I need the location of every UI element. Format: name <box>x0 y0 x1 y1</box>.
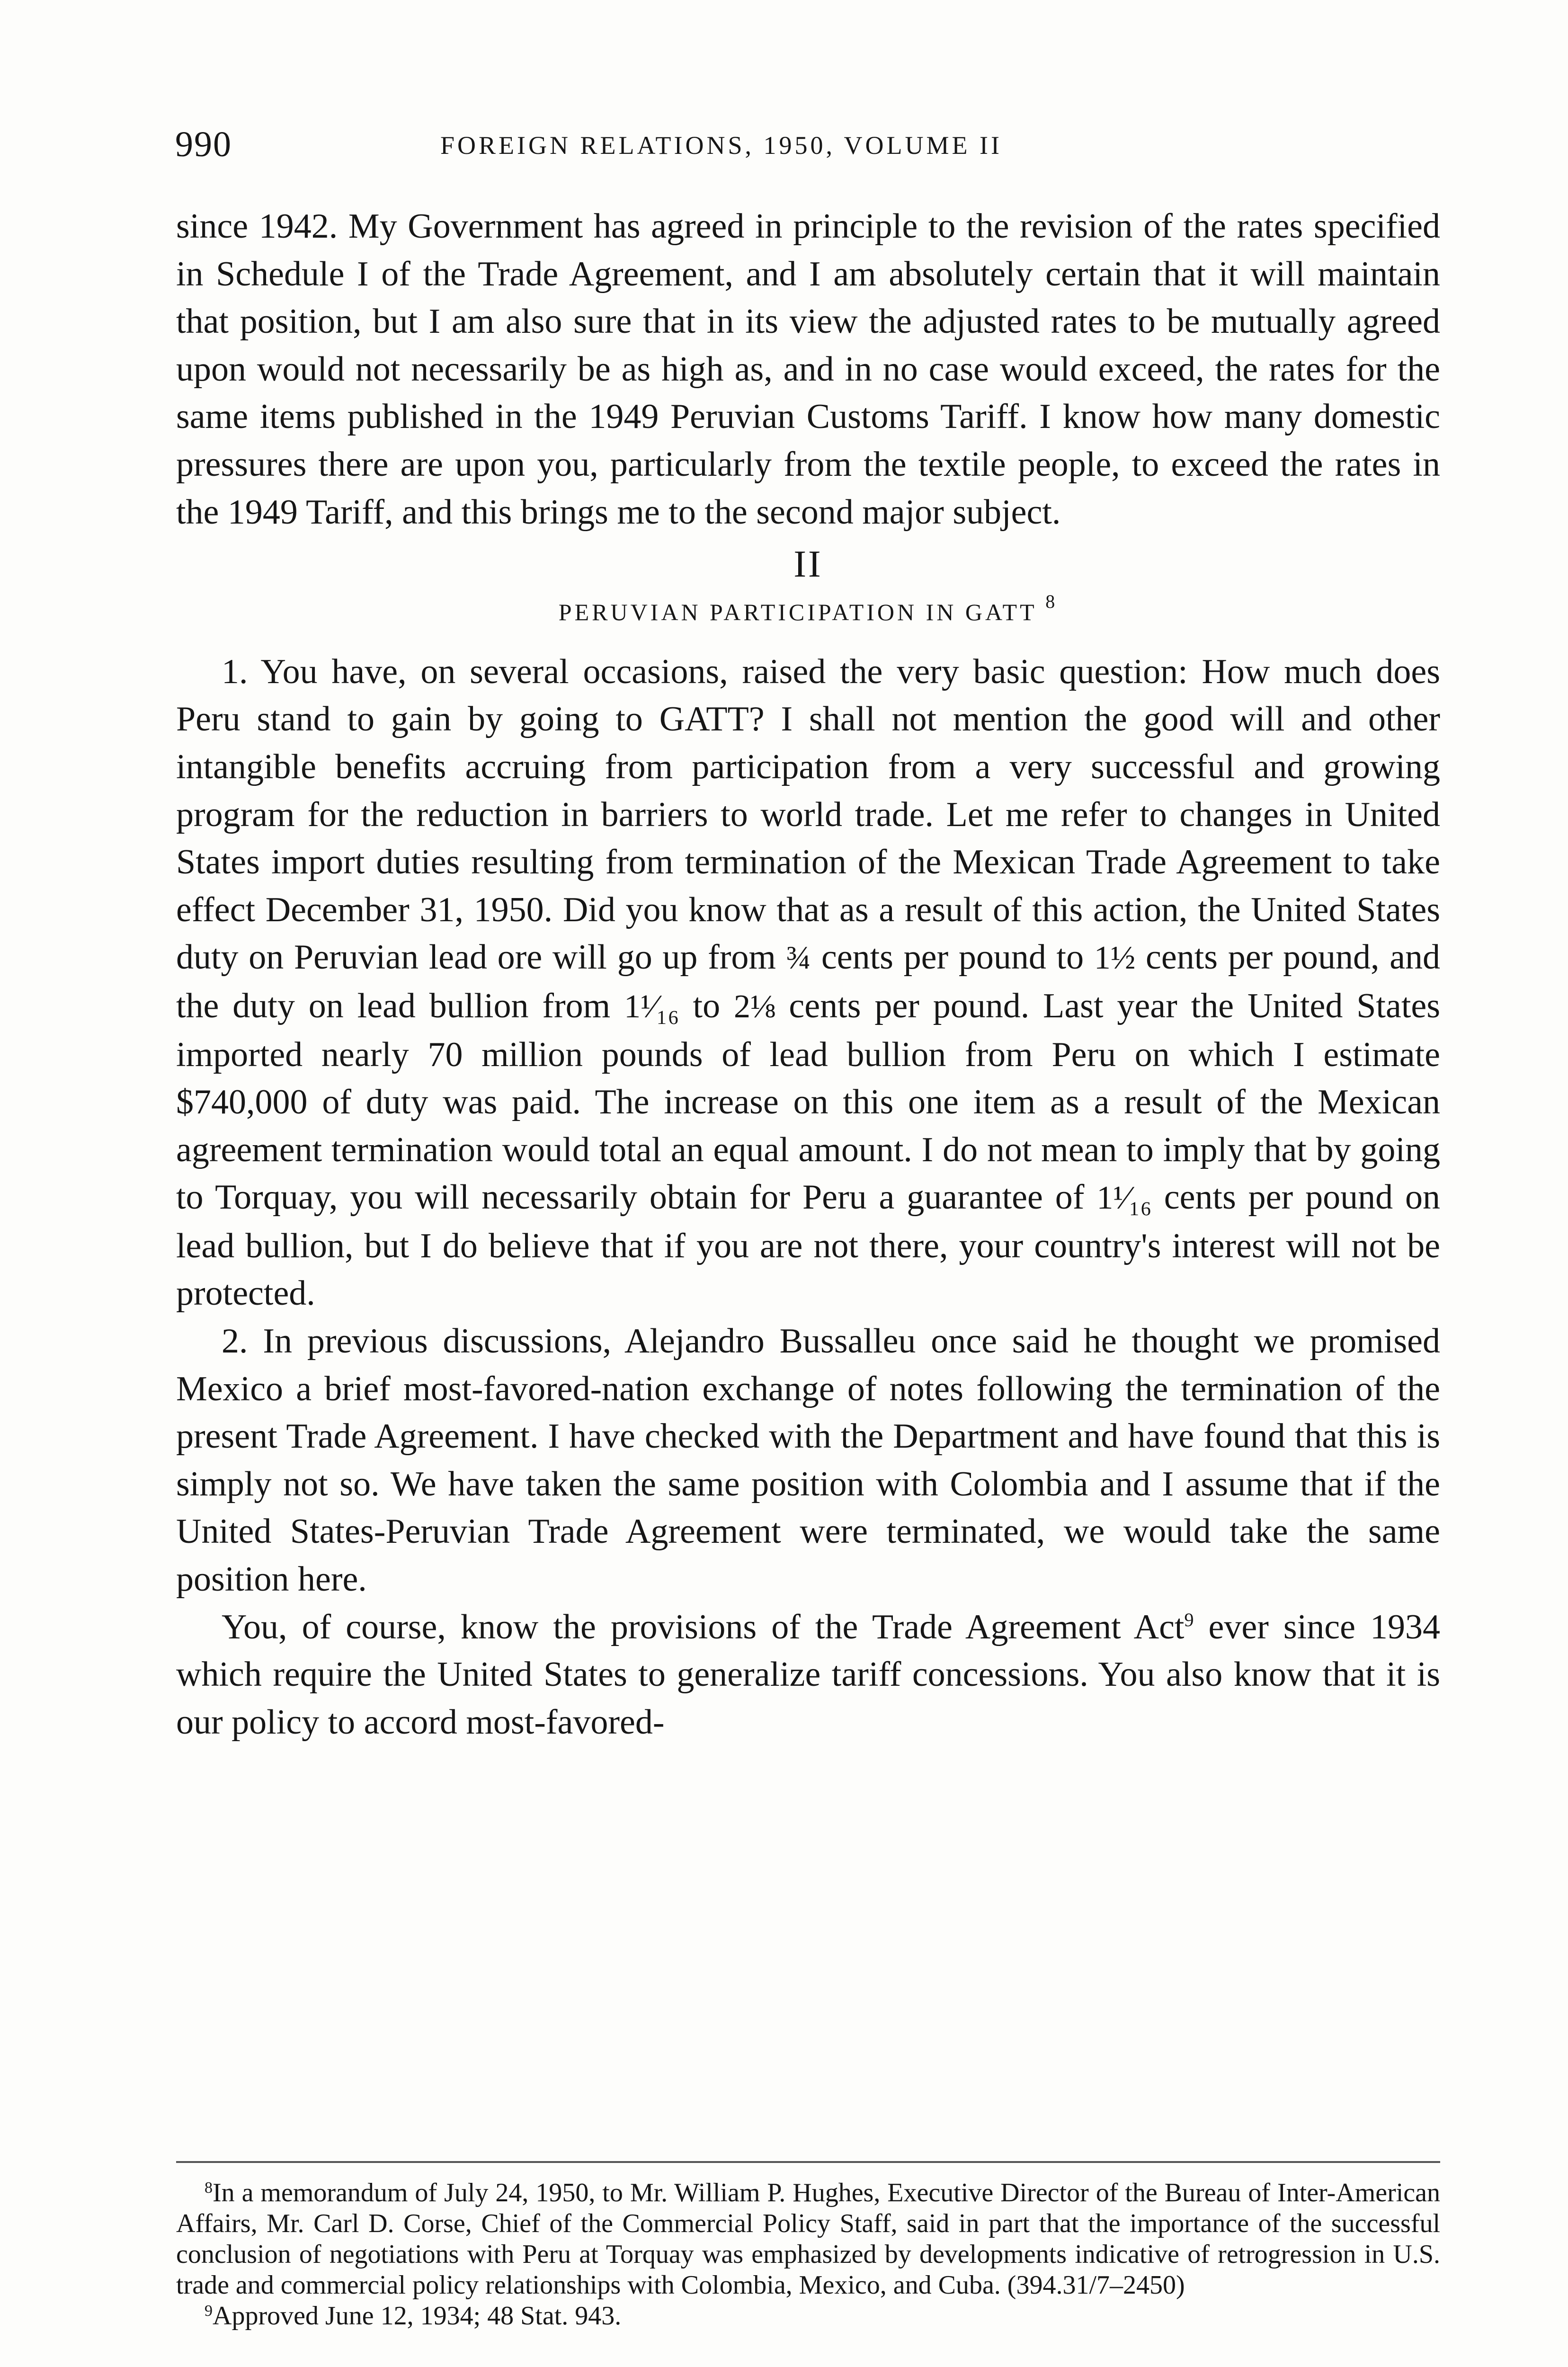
footnote-9 <box>176 2301 1440 2331</box>
fraction-two-and-one-eighth: 2⅛ <box>734 988 775 1025</box>
footnote-ref-9: 9 <box>1184 1609 1194 1630</box>
paragraph-2-part-d: to <box>693 986 721 1025</box>
page-number: 990 <box>175 125 232 164</box>
footnote-8-mark: 8 <box>205 2179 213 2197</box>
footnote-ref-8: 8 <box>1045 590 1058 612</box>
fraction-one-and-one-sixteenth: 1¹⁄₁₆ <box>624 988 679 1025</box>
paragraph-gatt-gain <box>176 648 1440 1317</box>
body-text <box>176 203 1440 1746</box>
footnotes <box>176 2178 1440 2331</box>
page-header <box>175 124 1453 176</box>
section-numeral: II <box>793 543 823 586</box>
fraction-one-and-one-sixteenth-2: 1¹⁄₁₆ <box>1096 1180 1152 1217</box>
paragraph-2-part-f: cents per pound on lead bullion, but I do believe that if you are not there, your country's interest will not be protected. <box>176 1178 1440 1313</box>
fraction-three-quarters: ¾ <box>786 940 811 977</box>
paragraph-2-part-a: 1. You have, on several occasions, raised the very basic question: How much does Peru stand to gain by going to GATT? I shall not mention the good will and other intangible benefits accruing from participation from a very successful and growing program for the reduction in barriers to world trade. Let me refer to changes in United States import duties resulting from termination of the Mexican Trade Agreement to take effect December 31, 1950. Did you know that as a result of this action, the United States duty on Peruvian lead ore will go up from <box>176 652 1440 977</box>
paragraph-trade-agreement-act <box>176 1603 1440 1746</box>
footnote-8 <box>176 2178 1440 2301</box>
paragraph-2-part-c: cents per pound, and the duty on lead bullion from <box>176 938 1441 1025</box>
footnote-divider <box>176 2161 1440 2163</box>
section-title <box>176 588 1440 636</box>
paragraph-continuation <box>176 203 1440 536</box>
running-title: FOREIGN RELATIONS, 1950, VOLUME II <box>440 131 1002 160</box>
paragraph-2-part-b: cents per pound to <box>821 938 1084 977</box>
paragraph-4-part-b: ever since 1934 which require the United States to generalize tariff concessions. You also know that it is our policy to accord most-favored- <box>176 1607 1440 1742</box>
footnote-9-mark: 9 <box>205 2302 213 2320</box>
paragraph-1-text: since 1942. My Government has agreed in principle to the revision of the rates specified in Schedule I of the Trade Agreement, and I am absolutely certain that it will maintain that position, but I am also sure that in its view the adjusted rates to be mutually agreed upon would not necessarily be as high as, and in no case would exceed, the rates for the same items published in the 1949 Peruvian Customs Tariff. I know how many domestic pressures there are upon you, particularly from the textile people, to exceed the rates in the 1949 Tariff, and this brings me to the second major subject. <box>176 207 1440 532</box>
paragraph-mfn-notes <box>176 1317 1440 1603</box>
fraction-one-and-half: 1½ <box>1094 940 1136 977</box>
footnote-9-text: Approved June 12, 1934; 48 Stat. 943. <box>213 2301 622 2331</box>
footnote-8-text: In a memorandum of July 24, 1950, to Mr. William P. Hughes, Executive Director of the Bureau of Inter-American Affairs, Mr. Carl D. Corse, Chief of the Commercial Policy Staff, said in part that the importance of the successful conclusion of negotiations with Peru at Torquay was emphasized by developments indicative of retrogression in U.S. trade and commercial policy relationships with Colombia, Mexico, and Cuba. (394.31/7–2450) <box>176 2178 1440 2300</box>
paragraph-4-part-a: You, of course, know the provisions of the Trade Agreement Act <box>222 1607 1185 1646</box>
section-title-text: PERUVIAN PARTICIPATION IN GATT <box>558 598 1037 625</box>
paragraph-2-part-e: cents per pound. Last year the United States imported nearly 70 million pounds of lead bullion from Peru on which I estimate $740,000 of duty was paid. The increase on this one item as a result of the Mexican agreement termination would total an equal amount. I do not mean to imply that by going to Torquay, you will necessarily obtain for Peru a guarantee of <box>176 986 1441 1217</box>
paragraph-3-text: 2. In previous discussions, Alejandro Bussalleu once said he thought we promised Mexico a brief most-favored-nation exchange of notes following the termination of the present Trade Agreement. I have checked with the Department and have found that this is simply not so. We have taken the same position with Colombia and I assume that if the United States-Peruvian Trade Agreement were terminated, we would take the same position here. <box>176 1322 1440 1599</box>
